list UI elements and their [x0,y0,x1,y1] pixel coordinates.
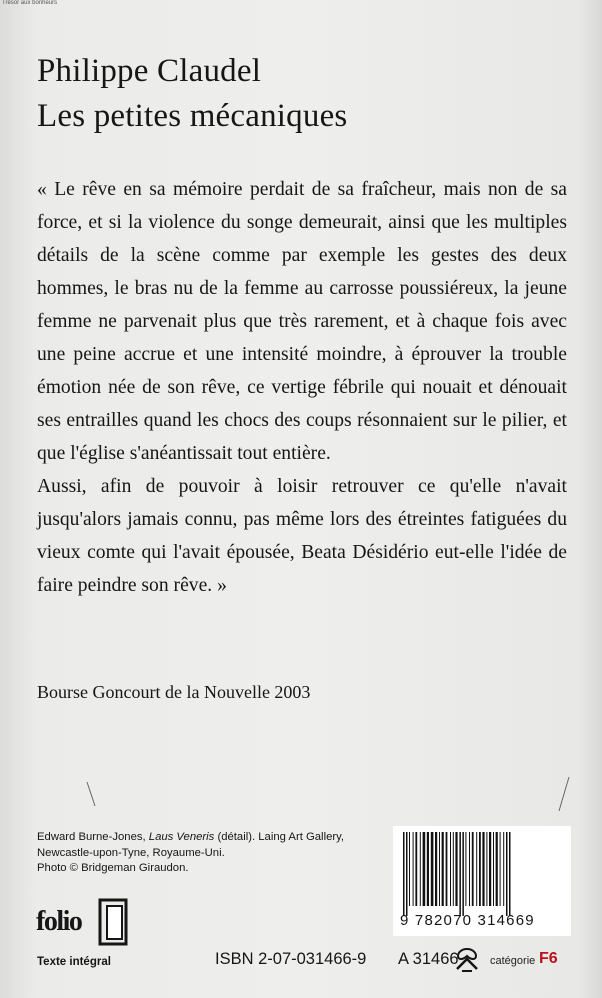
category-symbol-icon [453,947,481,973]
excerpt-paragraph-2: Aussi, afin de pouvoir à loisir retrouver ce qu'elle n'avait jusqu'alors jamais connu, pas même lors des étreintes fatiguées du vieux comte qui l'avait épousée, Beata Désidério eut-elle l'idée de faire peindre son rêve. » [37,476,567,596]
barcode-bar [482,832,484,906]
barcode-bar [455,832,457,906]
barcode-bar [465,832,466,906]
image-credits [37,830,377,877]
barcode-bar [415,832,417,906]
folio-logo [36,898,131,948]
barcode-bar [413,832,414,906]
barcode-bar [427,832,429,906]
barcode-bar [469,832,470,906]
barcode-bar [462,832,464,916]
barcode-bar [493,832,494,906]
author-name: Philippe Claudel [37,53,262,89]
barcode-bar [486,832,487,906]
barcode-digits: 9 782070 314669 [400,912,535,929]
isbn-number: ISBN 2-07-031466-9 [215,950,367,968]
barcode-bar [509,832,511,916]
folio-bracket-icon [98,898,130,946]
scratch-mark [555,775,575,815]
barcode-bar [450,832,451,906]
barcode-bar [403,832,405,916]
scratch-mark [85,780,105,810]
barcode-bar [476,832,477,906]
prize-line: Bourse Goncourt de la Nouvelle 2003 [37,682,311,702]
excerpt-text [37,173,567,602]
barcode-bar [453,832,454,906]
credit-gallery: (détail). Laing Art Gallery, [217,831,345,843]
credit-location: Newcastle-upon-Tyne, Royaume-Uni. [37,846,225,859]
category-code: F6 [539,950,558,967]
credit-artwork: Laus Veneris [148,831,215,843]
barcode-bar [409,832,410,906]
barcode-bar [459,832,461,916]
barcode-bar [500,832,501,906]
credit-photo: Photo © Bridgeman Giraudon. [37,862,189,874]
barcode-bar [506,832,508,916]
barcode-bars [393,832,571,916]
barcode-bar [442,832,444,906]
edition-label: Texte intégral [37,956,111,968]
barcode-bar [431,832,434,906]
barcode-bar [439,832,440,906]
excerpt-paragraph-1: « Le rêve en sa mémoire perdait de sa fraîcheur, mais non de sa force, et si la violence du songe demeurait, ainsi que les multiples détails de la scène comme par exemple les gestes des deux hommes, le bras nu de la femme au carrosse poussiéreux, la jeune femme ne parvenait plus que très rarement, et à chaque fois avec une peine accrue et une intensité moindre, à éprouver la trouble émotion née de son rêve, ce vertige fébrile qui nouait et dénouait ses entrailles quand les chocs des coups résonnaient sur le pilier, et que l'église s'anéantissait tout entière. [37,179,567,464]
barcode-bar [423,832,426,906]
credits-line-1 [37,830,377,846]
credit-artist: Edward Burne-Jones, [37,831,146,843]
barcode-bar [435,832,437,906]
stock-code: A 31466 [398,950,459,968]
corner-tag: Trésor aux bonheurs [2,0,58,6]
barcode-bar [489,832,491,906]
category-label: catégorie [490,955,536,967]
folio-wordmark: folio [36,906,82,937]
barcode-bar [496,832,498,906]
barcode-bar [472,832,474,906]
book-title: Les petites mécaniques [37,98,348,134]
barcode-bar [446,832,448,906]
barcode-bar [479,832,481,906]
barcode-bar [420,832,421,906]
barcode-bar [406,832,408,916]
barcode-bar [503,832,504,906]
